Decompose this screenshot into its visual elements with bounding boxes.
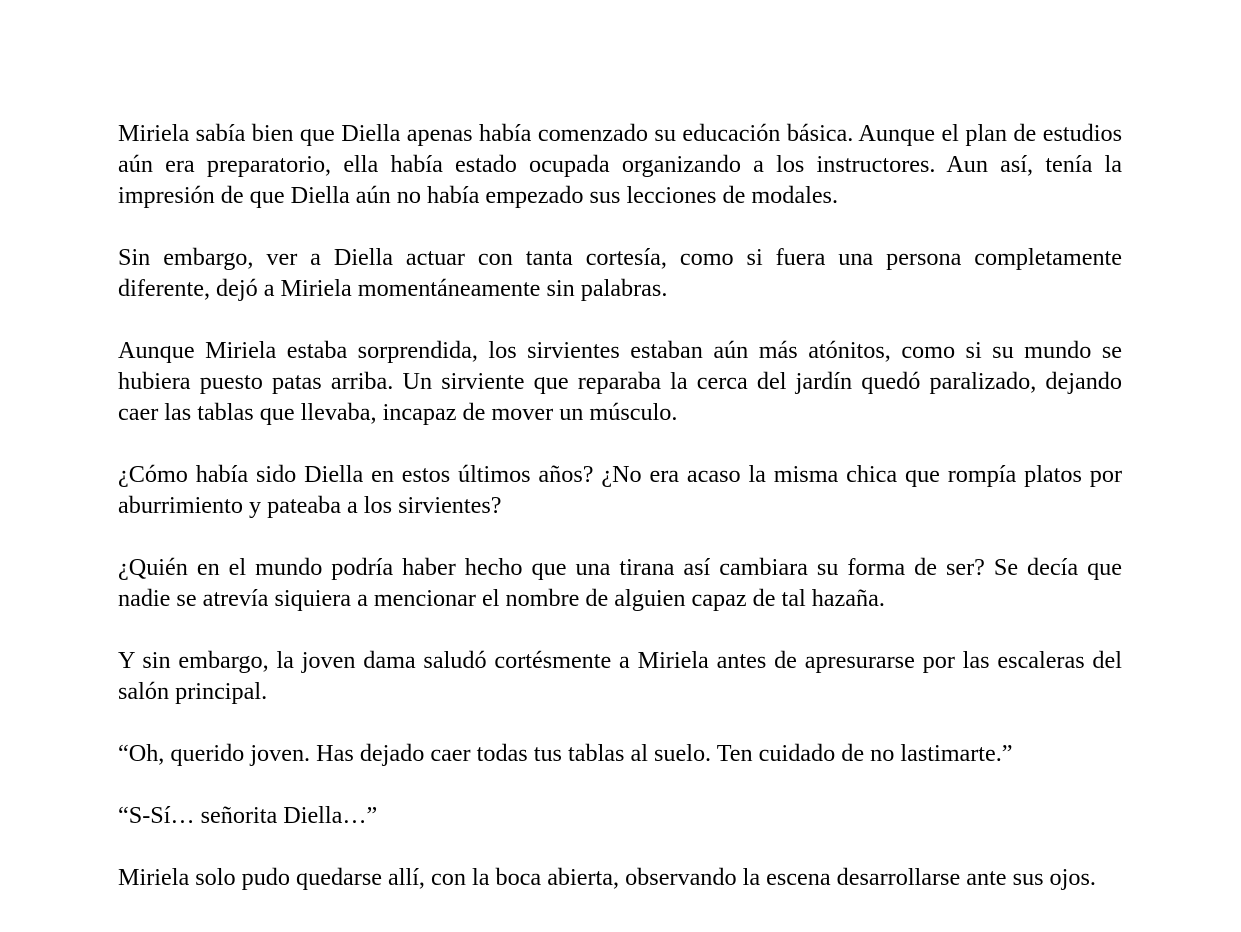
paragraph-6: Y sin embargo, la joven dama saludó cortésmente a Miriela antes de apresurarse por las escaleras del salón principal. bbox=[118, 647, 1122, 705]
paragraph-5: ¿Quién en el mundo podría haber hecho que una tirana así cambiara su forma de ser? Se decía que nadie se atrevía siquiera a mencionar el nombre de alguien capaz de tal hazaña. bbox=[118, 554, 1122, 612]
paragraph-9: Miriela solo pudo quedarse allí, con la boca abierta, observando la escena desarrollarse ante sus ojos. bbox=[118, 864, 1096, 891]
paragraph-1: Miriela sabía bien que Diella apenas había comenzado su educación básica. Aunque el plan de estudios aún era preparatorio, ella había estado ocupada organizando a los instructores. Aun así, tenía la impresión de que Diella aún no había empezado sus lecciones de modales. bbox=[118, 120, 1122, 209]
document-page bbox=[118, 118, 1122, 893]
paragraph-8: “S-Sí… señorita Diella…” bbox=[118, 802, 378, 829]
paragraph-3: Aunque Miriela estaba sorprendida, los sirvientes estaban aún más atónitos, como si su mundo se hubiera puesto patas arriba. Un sirviente que reparaba la cerca del jardín quedó paralizado, dejando caer las tablas que llevaba, incapaz de mover un músculo. bbox=[118, 337, 1122, 426]
paragraph-2: Sin embargo, ver a Diella actuar con tanta cortesía, como si fuera una persona completamente diferente, dejó a Miriela momentáneamente sin palabras. bbox=[118, 244, 1122, 302]
paragraph-4: ¿Cómo había sido Diella en estos últimos años? ¿No era acaso la misma chica que rompía platos por aburrimiento y pateaba a los sirvientes? bbox=[118, 461, 1122, 519]
paragraph-7: “Oh, querido joven. Has dejado caer todas tus tablas al suelo. Ten cuidado de no lastimarte.” bbox=[118, 740, 1013, 767]
